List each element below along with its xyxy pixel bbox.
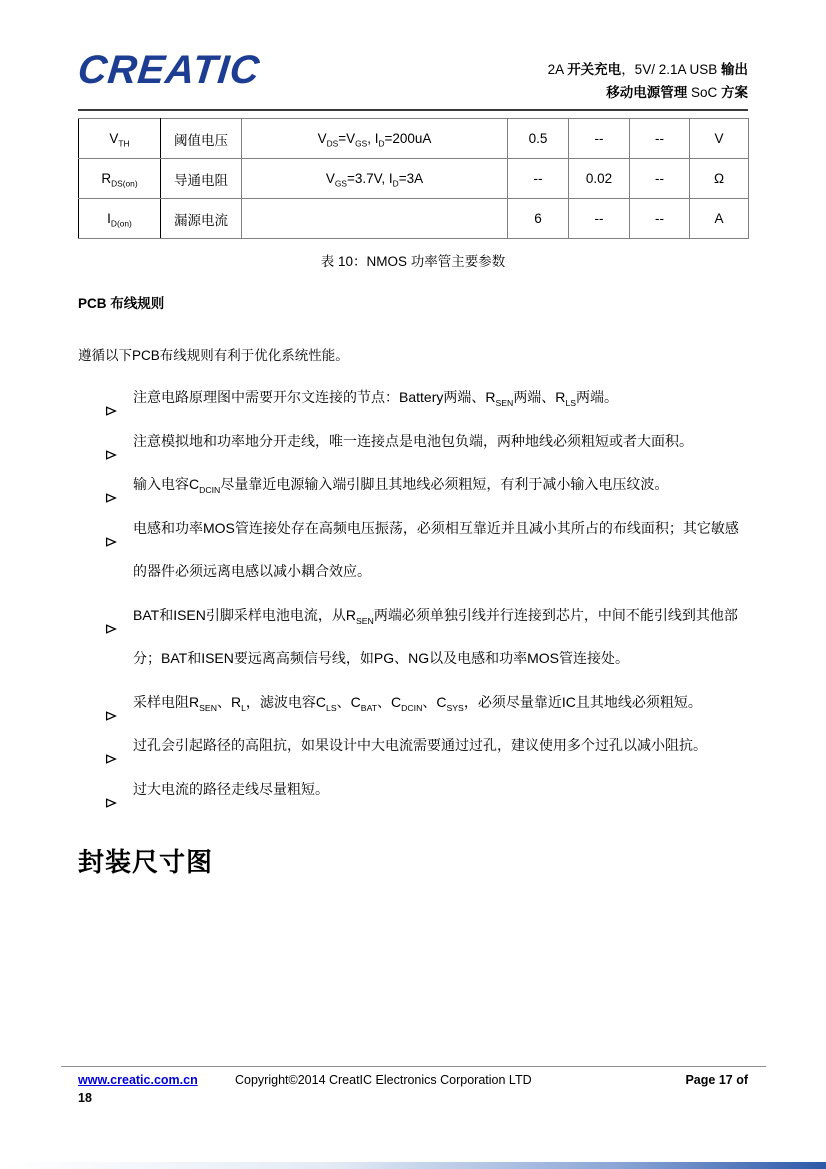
arrow-bullet-icon [105, 739, 117, 751]
arrow-bullet-icon [105, 522, 117, 534]
list-item [78, 724, 750, 768]
cell-name: 漏源电流 [161, 199, 242, 239]
arrow-bullet-icon [105, 478, 117, 490]
footer-page-total: 18 [78, 1091, 92, 1105]
list-item-text: 电感和功率MOS管连接处存在高频电压振荡，必须相互靠近并且减小其所占的布线面积；其它敏感的器件必须远离电感以减小耦合效应。 [133, 519, 739, 579]
cell-condition: $V_{GS}=3.7V$, $I_D=3A$ [242, 159, 508, 199]
cell-max: -- [630, 199, 690, 239]
header-title [548, 58, 748, 104]
list-item-text: 过大电流的路径走线尽量粗短。 [133, 780, 329, 797]
creatic-logo: CREATIC [75, 48, 263, 92]
arrow-bullet-icon [105, 435, 117, 447]
list-item-text: BAT和ISEN引脚采样电池电流，从$R_{SEN}$两端必须单独引线并行连接到芯片，中间不能引线到其他部分；BAT和ISEN要远离高频信号线，如PG、NG以及电感和功率MOS管连接处。 [133, 606, 738, 666]
cell-condition: $V_{DS}=V_{GS}$, $I_D=200uA$ [242, 119, 508, 159]
cell-unit: V [690, 119, 749, 159]
arrow-bullet-icon [105, 391, 117, 403]
header-title-line-1: 2A 开关充电，5V/ 2.1A USB 输出 [547, 62, 748, 77]
list-item [78, 681, 750, 725]
cell-name: 导通电阻 [161, 159, 242, 199]
arrow-bullet-icon [105, 783, 117, 795]
heading-package-dimensions: 封装尺寸图 [78, 847, 214, 877]
cell-unit: Ω [690, 159, 749, 199]
table-row [79, 119, 749, 159]
list-item-text: 注意模拟地和功率地分开走线，唯一连接点是电池包负端，两种地线必须粗短或者大面积。 [133, 432, 693, 449]
list-item-text: 采样电阻$R_{SEN}$、$R_L$，滤波电容$C_{LS}$、$C_{BAT}$、$C_{DCIN}$、$C_{SYS}$，必须尽量靠近IC且其地线必须粗短。 [133, 693, 702, 713]
pcb-rules-list [78, 376, 750, 811]
cell-min: 0.5 [508, 119, 569, 159]
nmos-parameters-table [78, 118, 749, 239]
cell-symbol: $I_{D(on)}$ [79, 199, 161, 239]
list-item-text: 过孔会引起路径的高阻抗，如果设计中大电流需要通过过孔，建议使用多个过孔以减小阻抗。 [133, 737, 707, 753]
header-rule [78, 109, 748, 111]
intro-paragraph: 遵循以下PCB布线规则有利于优化系统性能。 [78, 348, 349, 363]
list-item [78, 768, 750, 812]
cell-typ: -- [569, 199, 630, 239]
footer-page-number: Page 17 of [685, 1073, 748, 1087]
header-title-line-2: 移动电源管理 SoC 方案 [606, 85, 748, 100]
table-row [79, 199, 749, 239]
cell-unit: A [690, 199, 749, 239]
table-caption: 表 10：NMOS 功率管主要参数 [320, 254, 506, 269]
footer-copyright: Copyright©2014 CreatIC Electronics Corporation LTD [235, 1073, 532, 1087]
cell-condition [242, 199, 508, 239]
footer-rule [61, 1066, 766, 1067]
cell-min: 6 [508, 199, 569, 239]
list-item [78, 420, 750, 464]
bottom-gradient-bar [0, 1162, 826, 1169]
section-title-pcb-rules: PCB 布线规则 [78, 296, 165, 311]
cell-min: -- [508, 159, 569, 199]
cell-max: -- [630, 159, 690, 199]
arrow-bullet-icon [105, 696, 117, 708]
list-item [78, 507, 750, 594]
cell-typ: 0.02 [569, 159, 630, 199]
cell-typ: -- [569, 119, 630, 159]
list-item [78, 594, 750, 681]
list-item-text: 输入电容$C_{DCIN}$尽量靠近电源输入端引脚且其地线必须粗短，有利于减小输入电压纹波。 [133, 476, 669, 495]
cell-name: 阈值电压 [161, 119, 242, 159]
list-item-text: 注意电路原理图中需要开尔文连接的节点：Battery两端、$R_{SEN}$两端、$R_{LS}$两端。 [133, 389, 619, 408]
cell-symbol: $V_{TH}$ [79, 119, 161, 159]
arrow-bullet-icon [105, 609, 117, 621]
cell-max: -- [630, 119, 690, 159]
list-item [78, 463, 750, 507]
footer-website-link[interactable]: www.creatic.com.cn [78, 1073, 198, 1087]
list-item [78, 376, 750, 420]
cell-symbol: $R_{DS(on)}$ [79, 159, 161, 199]
table-row [79, 159, 749, 199]
